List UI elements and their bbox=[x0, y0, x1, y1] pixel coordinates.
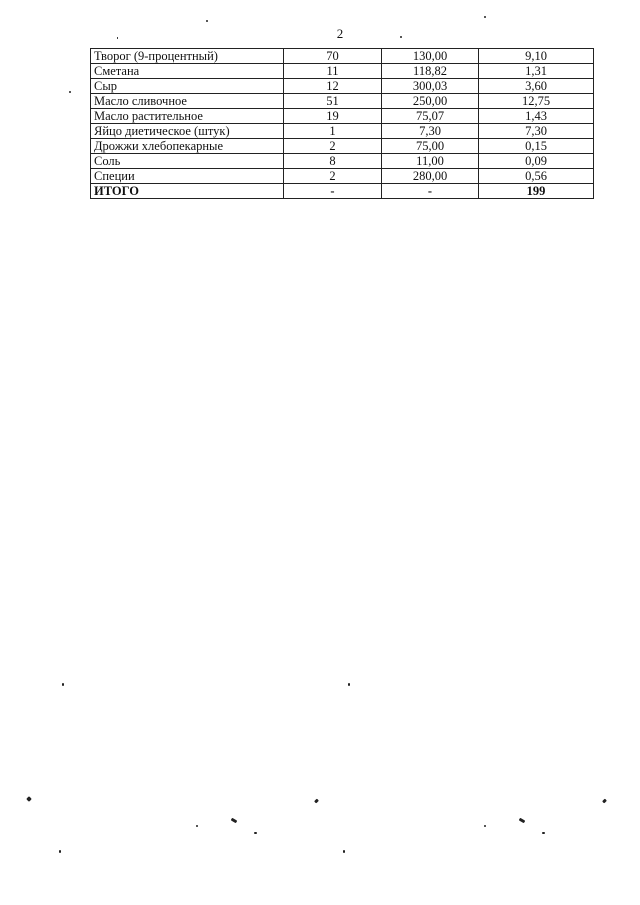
price-cell: 75,07 bbox=[382, 109, 479, 124]
product-name-cell: Дрожжи хлебопекарные bbox=[91, 139, 284, 154]
scan-speck bbox=[254, 832, 257, 834]
product-name-cell: Сметана bbox=[91, 64, 284, 79]
cost-cell: 1,43 bbox=[479, 109, 594, 124]
total-cost-cell: 199 bbox=[479, 184, 594, 199]
page-number: 2 bbox=[336, 26, 344, 41]
table-row bbox=[91, 124, 594, 139]
quantity-cell: 11 bbox=[284, 64, 382, 79]
price-cell: 130,00 bbox=[382, 49, 479, 64]
table-row bbox=[91, 169, 594, 184]
scan-speck bbox=[59, 850, 61, 853]
table-row bbox=[91, 64, 594, 79]
price-cell: 250,00 bbox=[382, 94, 479, 109]
scan-speck bbox=[314, 799, 319, 804]
price-cell: 280,00 bbox=[382, 169, 479, 184]
product-name-cell: Сыр bbox=[91, 79, 284, 94]
table-row bbox=[91, 109, 594, 124]
table-row bbox=[91, 154, 594, 169]
price-cell: 11,00 bbox=[382, 154, 479, 169]
product-name-cell: Яйцо диетическое (штук) bbox=[91, 124, 284, 139]
cost-cell: 0,15 bbox=[479, 139, 594, 154]
scan-speck bbox=[196, 825, 198, 827]
quantity-cell: 1 bbox=[284, 124, 382, 139]
product-name-cell: Творог (9-процентный) bbox=[91, 49, 284, 64]
table-row bbox=[91, 79, 594, 94]
cost-cell: 9,10 bbox=[479, 49, 594, 64]
cost-cell: 3,60 bbox=[479, 79, 594, 94]
total-price-cell: - bbox=[382, 184, 479, 199]
quantity-cell: 70 bbox=[284, 49, 382, 64]
scan-speck bbox=[26, 796, 32, 802]
scan-speck bbox=[343, 850, 345, 853]
scan-speck bbox=[400, 36, 402, 38]
table-row bbox=[91, 94, 594, 109]
scan-speck bbox=[206, 20, 208, 22]
product-cost-table bbox=[90, 48, 594, 199]
price-cell: 118,82 bbox=[382, 64, 479, 79]
cost-cell: 0,09 bbox=[479, 154, 594, 169]
product-name-cell: Соль bbox=[91, 154, 284, 169]
scan-speck bbox=[602, 799, 607, 804]
scan-speck bbox=[484, 16, 486, 18]
total-label: ИТОГО bbox=[91, 184, 284, 199]
total-row bbox=[91, 184, 594, 199]
quantity-cell: 12 bbox=[284, 79, 382, 94]
scan-speck bbox=[62, 683, 64, 686]
price-cell: 7,30 bbox=[382, 124, 479, 139]
product-name-cell: Специи bbox=[91, 169, 284, 184]
price-cell: 300,03 bbox=[382, 79, 479, 94]
cost-cell: 7,30 bbox=[479, 124, 594, 139]
cost-cell: 0,56 bbox=[479, 169, 594, 184]
scan-speck bbox=[348, 683, 350, 686]
scan-speck bbox=[542, 832, 545, 834]
table-row bbox=[91, 139, 594, 154]
scan-speck bbox=[231, 818, 238, 824]
scan-speck bbox=[69, 91, 71, 93]
cost-cell: 1,31 bbox=[479, 64, 594, 79]
product-name-cell: Масло растительное bbox=[91, 109, 284, 124]
quantity-cell: 51 bbox=[284, 94, 382, 109]
quantity-cell: 8 bbox=[284, 154, 382, 169]
price-cell: 75,00 bbox=[382, 139, 479, 154]
scan-speck bbox=[484, 825, 486, 827]
product-name-cell: Масло сливочное bbox=[91, 94, 284, 109]
table-row bbox=[91, 49, 594, 64]
total-quantity-cell: - bbox=[284, 184, 382, 199]
scan-speck bbox=[519, 818, 526, 824]
cost-cell: 12,75 bbox=[479, 94, 594, 109]
quantity-cell: 2 bbox=[284, 139, 382, 154]
quantity-cell: 19 bbox=[284, 109, 382, 124]
quantity-cell: 2 bbox=[284, 169, 382, 184]
scan-speck bbox=[117, 37, 118, 39]
